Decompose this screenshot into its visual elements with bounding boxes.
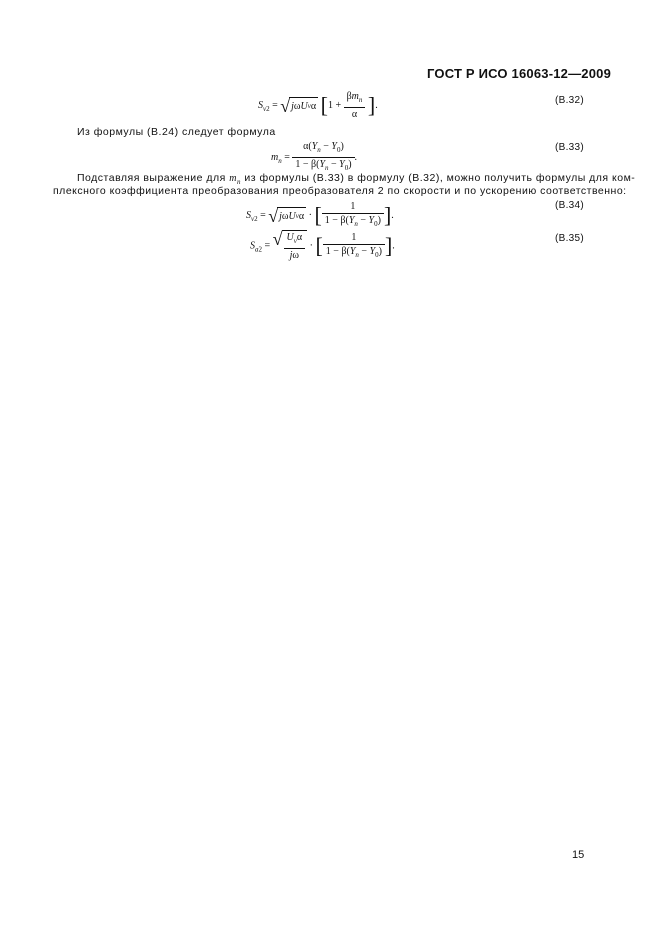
- equation-number: (B.33): [555, 142, 585, 153]
- equation-number: (B.32): [555, 95, 585, 106]
- inline-formula: $m_n$: [229, 173, 241, 186]
- paragraph-text: из формулы (B.33) в формулу (B.32), можно получить формулы для ком-: [244, 172, 636, 184]
- formula-b35: $S_{a2}$ = √ $\frac{U_v\alpha}{j\omega}$ · [ $\frac{1}{1 - \beta(Y_n - Y_0)}$ ].: [250, 229, 395, 261]
- paragraph-line: [77, 172, 635, 186]
- document-header: ГОСТ Р ИСО 16063-12—2009: [427, 66, 612, 81]
- formula-b33: $m_n$ = $\frac{\alpha(Y_n - Y_0)}{1 - \beta(Y_n - Y_0)}$ .: [271, 141, 358, 172]
- equation-number: (B.35): [555, 233, 585, 244]
- paragraph-text: Подставляя выражение для: [77, 172, 226, 184]
- equation-number: (B.34): [555, 200, 585, 211]
- paragraph-line: плексного коэффициента преобразования преобразователя 2 по скорости и по ускорению соответственно:: [53, 185, 627, 197]
- formula-b32: $S_{v2}$ = √ j ω U v α [1 + $\frac{\beta m_n}{\alpha}$ ].: [258, 91, 378, 120]
- page-number: 15: [572, 849, 585, 861]
- formula-b34: $S_{v2}$ = √ j ω U v α · [ $\frac{1}{1 - \beta(Y_n - Y_0)}$ ].: [246, 201, 394, 228]
- text-line: Из формулы (B.24) следует формула: [77, 126, 276, 138]
